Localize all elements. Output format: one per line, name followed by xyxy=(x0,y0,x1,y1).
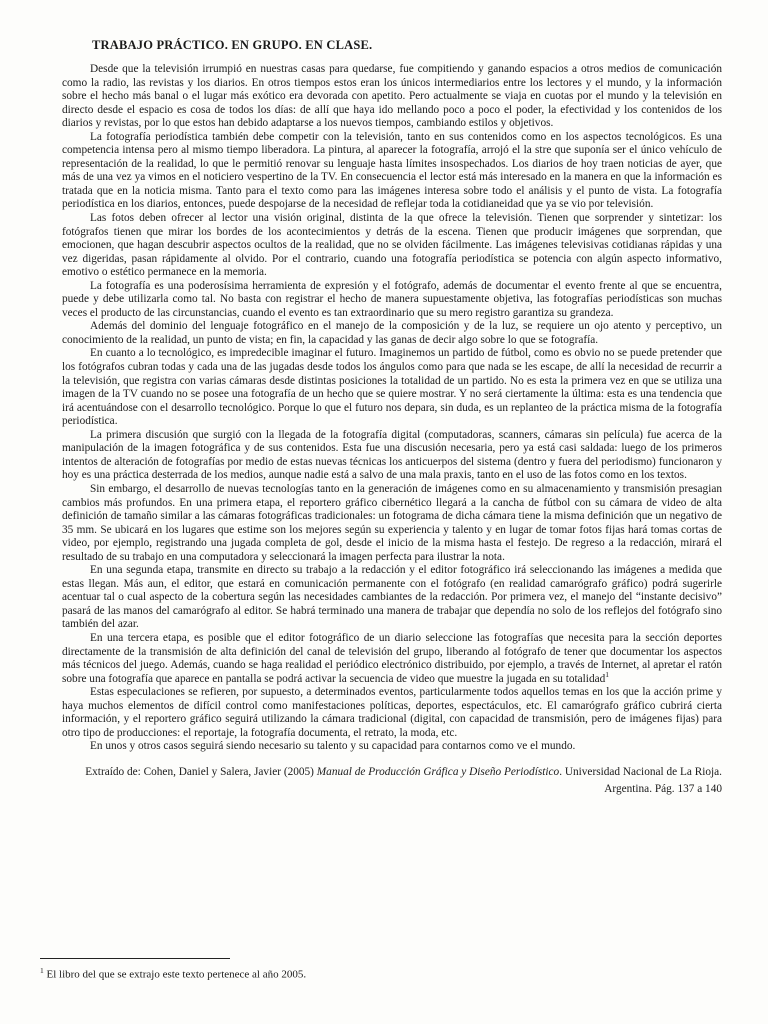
paragraph-8: Sin embargo, el desarrollo de nuevas tecnologías tanto en la generación de imágenes como en su almacenamiento y transmisión presagian cambios más profundos. En una primera etapa, el reportero gráfico cibernético llegará a la cancha de fútbol con su cámara de video de alta definición de tamaño similar a las cámaras fotográficas tradicionales: un fotograma de dicha cámara tiene la misma definición que un negativo de 35 mm. Se ubicará en los lugares que estime son los mejores según su experiencia y talento y en lugar de tomar fotos fijas hará tomas cortas de video, por ejemplo, registrando una jugada completa de gol, desde el inicio de la misma hasta el festejo. De regreso a la redacción, mirará el resultado de su trabajo en una computadora y seleccionará la imagen perfecta para ilustrar la nota. xyxy=(62,482,722,563)
paragraph-10 xyxy=(62,632,722,686)
paragraph-12: En unos y otros casos seguirá siendo necesario su talento y su capacidad para contarnos como ve el mundo. xyxy=(90,740,576,753)
citation-suffix: . Universidad Nacional de La Rioja. Argentina. Pág. 137 a 140 xyxy=(559,765,722,795)
citation xyxy=(62,764,722,798)
paragraph-11: Estas especulaciones se refieren, por supuesto, a determinados eventos, particularmente todos aquellos temas en los que la acción prime y haya muchos elementos de difícil control como manifestaciones políticas, deportes, espectáculos, etc. El camarógrafo gráfico cubrirá cierta información, y el reportero gráfico seguirá utilizando la cámara tradicional (digital, con capacidad de transmisión, pero de imágenes fijas) para otro tipo de producciones: el reportaje, la fotografía documenta, el retrato, la moda, etc. xyxy=(62,686,722,739)
paragraph-10-text: En una tercera etapa, es posible que el editor fotográfico de un diario seleccione las fotografías que necesita para la sección deportes directamente de la transmisión de alta definición del canal de televisión del grupo, liberando al fotógrafo de tener que documentar los aspectos más técnicos del juego. Además, cuando se haga realidad el periódico electrónico distribuido, por ejemplo, a través de Internet, al apretar el ratón sobre una fotografía que aparece en pantalla se podrá activar la secuencia de video que muestre la jugada en su totalidad xyxy=(62,631,722,685)
paragraph-2: La fotografía periodística también debe competir con la televisión, tanto en sus contenidos como en los aspectos tecnológicos. Es una competencia intensa pero al mismo tiempo liberadora. La pintura, al aparecer la fotografía, arrojó el la stre que suponía ser el único vehículo de representación de la realidad, lo que le permitió renovar su lenguaje hasta límites insospechados. Los diarios de hoy traen noticias de ayer, que más de una vez ya vimos en el noticiero vespertino de la TV. En consecuencia el lector está más interesado en la manera en que la información es tratada que en la noticia misma. Tanto para el texto como para las imágenes interesa sobre todo el análisis y el punto de vista. La fotografía periodística en los diarios, entonces, puede despojarse de la necesidad de reflejar toda la cotidianeidad que ya se vio por televisión. xyxy=(62,130,722,211)
citation-prefix: Extraído de: Cohen, Daniel y Salera, Javier (2005) xyxy=(85,765,317,778)
footnote xyxy=(40,964,306,982)
paragraph-7: La primera discusión que surgió con la llegada de la fotografía digital (computadoras, scanners, cámaras sin película) fue acerca de la manipulación de la imagen fotográfica y de sus contenidos. Esta fue una discusión necesaria, pero ya está casi saldada: luego de los primeros intentos de alteración de fotografías por medio de estas nuevas técnicas los anticuerpos del sistema (dentro y fuera del periodismo) funcionaron y hoy es una práctica desterrada de los medios, aunque nadie está a salvo de una mala praxis, tanto en el uso de las fotos como en los textos. xyxy=(62,428,722,482)
paragraph-5: Además del dominio del lenguaje fotográfico en el manejo de la composición y de la luz, se requiere un ojo atento y perceptivo, un conocimiento de la realidad, un punto de vista; en fin, la capacidad y las ganas de decir algo sobre lo que se fotografía. xyxy=(62,320,722,346)
paragraph-1: Desde que la televisión irrumpió en nuestras casas para quedarse, fue compitiendo y ganando espacios a otros medios de comunicación como la radio, las revistas y los diarios. En otros tiempos estos eran los únicos intermediarios entre los lectores y el mundo, y la información sobre el hecho más banal o el lugar más exótico era devorada con apetito. Pero actualmente se viaja en cuotas por el mundo y la televisión en directo desde el espacio es cosa de todos los días: de allí que haya ido mellando poco a poco el poder, la efectividad y los contenidos de los diarios y revistas, por lo que estos han debido adaptarse a los nuevos tiempos, cambiando estilos y objetivos. xyxy=(62,63,722,130)
paragraph-4: La fotografía es una poderosísima herramienta de expresión y el fotógrafo, además de documentar el evento frente al que se encuentra, puede y debe utilizarla como tal. No basta con registrar el hecho de manera supuestamente objetiva, las fotografías periodísticas son muchas veces el producto de las circunstancias, cuando el evento es tan extraordinario que su mero registro garantiza su grandeza. xyxy=(62,279,722,319)
footnote-marker: 1 xyxy=(40,966,44,975)
footnote-reference: 1 xyxy=(605,669,610,679)
paragraph-3: Las fotos deben ofrecer al lector una visión original, distinta de la que ofrece la televisión. Tienen que sorprender y sintetizar: los fotógrafos tienen que mirar los bordes de los acontecimientos y detrás de la escena. Tienen que producir imágenes que sorprendan, que emocionen, que hagan descubrir aspectos ocultos de la realidad, que no se olviden fácilmente. Las imágenes televisivas cotidianas rápidas y una vez digeridas, pasan rápidamente al olvido. Por el contrario, cuando una fotografía periodística se potencia con algún aspecto informativo, emotivo o estético permanece en la memoria. xyxy=(62,212,722,279)
paragraph-9: En una segunda etapa, transmite en directo su trabajo a la redacción y el editor fotográfico irá seleccionando las imágenes a medida que estas llegan. Más aun, el editor, que estará en comunicación permanente con el fotógrafo (en realidad camarógrafo gráfico) podrá sugerirle acentuar tal o cual aspecto de la cobertura según las necesidades cambiantes de la redacción. Por primera vez, el manejo del “instante decisivo” pasará de las manos del camarógrafo al editor. Se habrá terminado una manera de trabajar que dependía no solo de los reflejos del fotógrafo sino también del azar. xyxy=(62,564,722,631)
page-title: TRABAJO PRÁCTICO. EN GRUPO. EN CLASE. xyxy=(92,38,373,52)
footnote-divider xyxy=(40,958,230,959)
paragraph-6: En cuanto a lo tecnológico, es impredecible imaginar el futuro. Imaginemos un partido de fútbol, como es obvio no se puede pretender que los fotógrafos cubran todas y cada una de las jugadas desde todos los ángulos como para que nada se les escape, de allí la necesidad de recurrir a la televisión, que registra con varias cámaras desde distintas posiciones la totalidad de un partido. No es esta la primera vez en que se utiliza una imagen de la TV cuando no se posee una fotografía de un hecho que se quiere mostrar. Y no será ciertamente la última: esta es una tendencia que irá acentuándose con el desarrollo tecnológico. Porque lo que el futuro nos depara, sin duda, es un replanteo de la práctica misma de la fotografía periodística. xyxy=(62,347,722,428)
document-page xyxy=(62,38,722,798)
citation-book-title: Manual de Producción Gráfica y Diseño Periodístico xyxy=(316,765,560,778)
footnote-text: El libro del que se extrajo este texto pertenece al año 2005. xyxy=(43,968,307,981)
